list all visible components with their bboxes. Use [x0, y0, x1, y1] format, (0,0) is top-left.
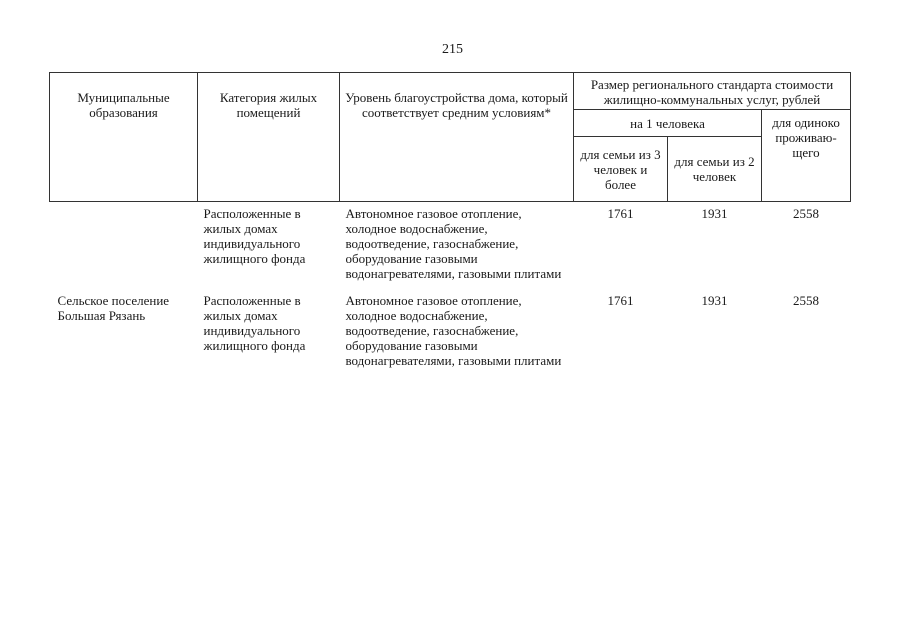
header-category: Категория жилых помещений [198, 73, 340, 202]
table-row [50, 289, 851, 376]
header-standard: Размер регионального стандарта стоимости жилищно-коммунальных услуг, рублей [574, 73, 851, 110]
header-family-2: для семьи из 2 человек [668, 137, 762, 202]
header-single: для одиноко проживаю-щего [762, 110, 851, 202]
cell-category: Расположенные в жилых домах индивидуального жилищного фонда [203, 293, 306, 353]
header-level: Уровень благоустройства дома, который соответствует средним условиям* [340, 73, 574, 202]
page-number: 215 [442, 42, 463, 57]
cell-level: Автономное газовое отопление, холодное водоснабжение, водоотведение, газоснабжение, оборудование газовыми водонагревателями, газовыми плитами [345, 293, 562, 368]
cell-category: Расположенные в жилых домах индивидуального жилищного фонда [203, 206, 306, 266]
header-per-person: на 1 человека [574, 110, 762, 137]
table-header [50, 73, 851, 202]
cell-single: 2558 [793, 206, 819, 221]
cell-family-3: 1761 [607, 293, 634, 308]
cell-family-2: 1931 [701, 206, 728, 221]
cell-family-2: 1931 [701, 293, 728, 308]
cell-municipality [50, 202, 198, 290]
header-municipality: Муниципальные образования [50, 73, 198, 202]
cell-municipality: Сельское поселение Большая Рязань [57, 293, 170, 323]
header-family-3: для семьи из 3 человек и более [574, 137, 668, 202]
cell-family-3: 1761 [607, 206, 634, 221]
cell-single: 2558 [793, 293, 819, 308]
table-body [50, 202, 851, 377]
tariff-table [49, 72, 851, 376]
cell-level: Автономное газовое отопление, холодное водоснабжение, водоотведение, газоснабжение, оборудование газовыми водонагревателями, газовыми плитами [345, 206, 562, 281]
table-row [50, 202, 851, 290]
